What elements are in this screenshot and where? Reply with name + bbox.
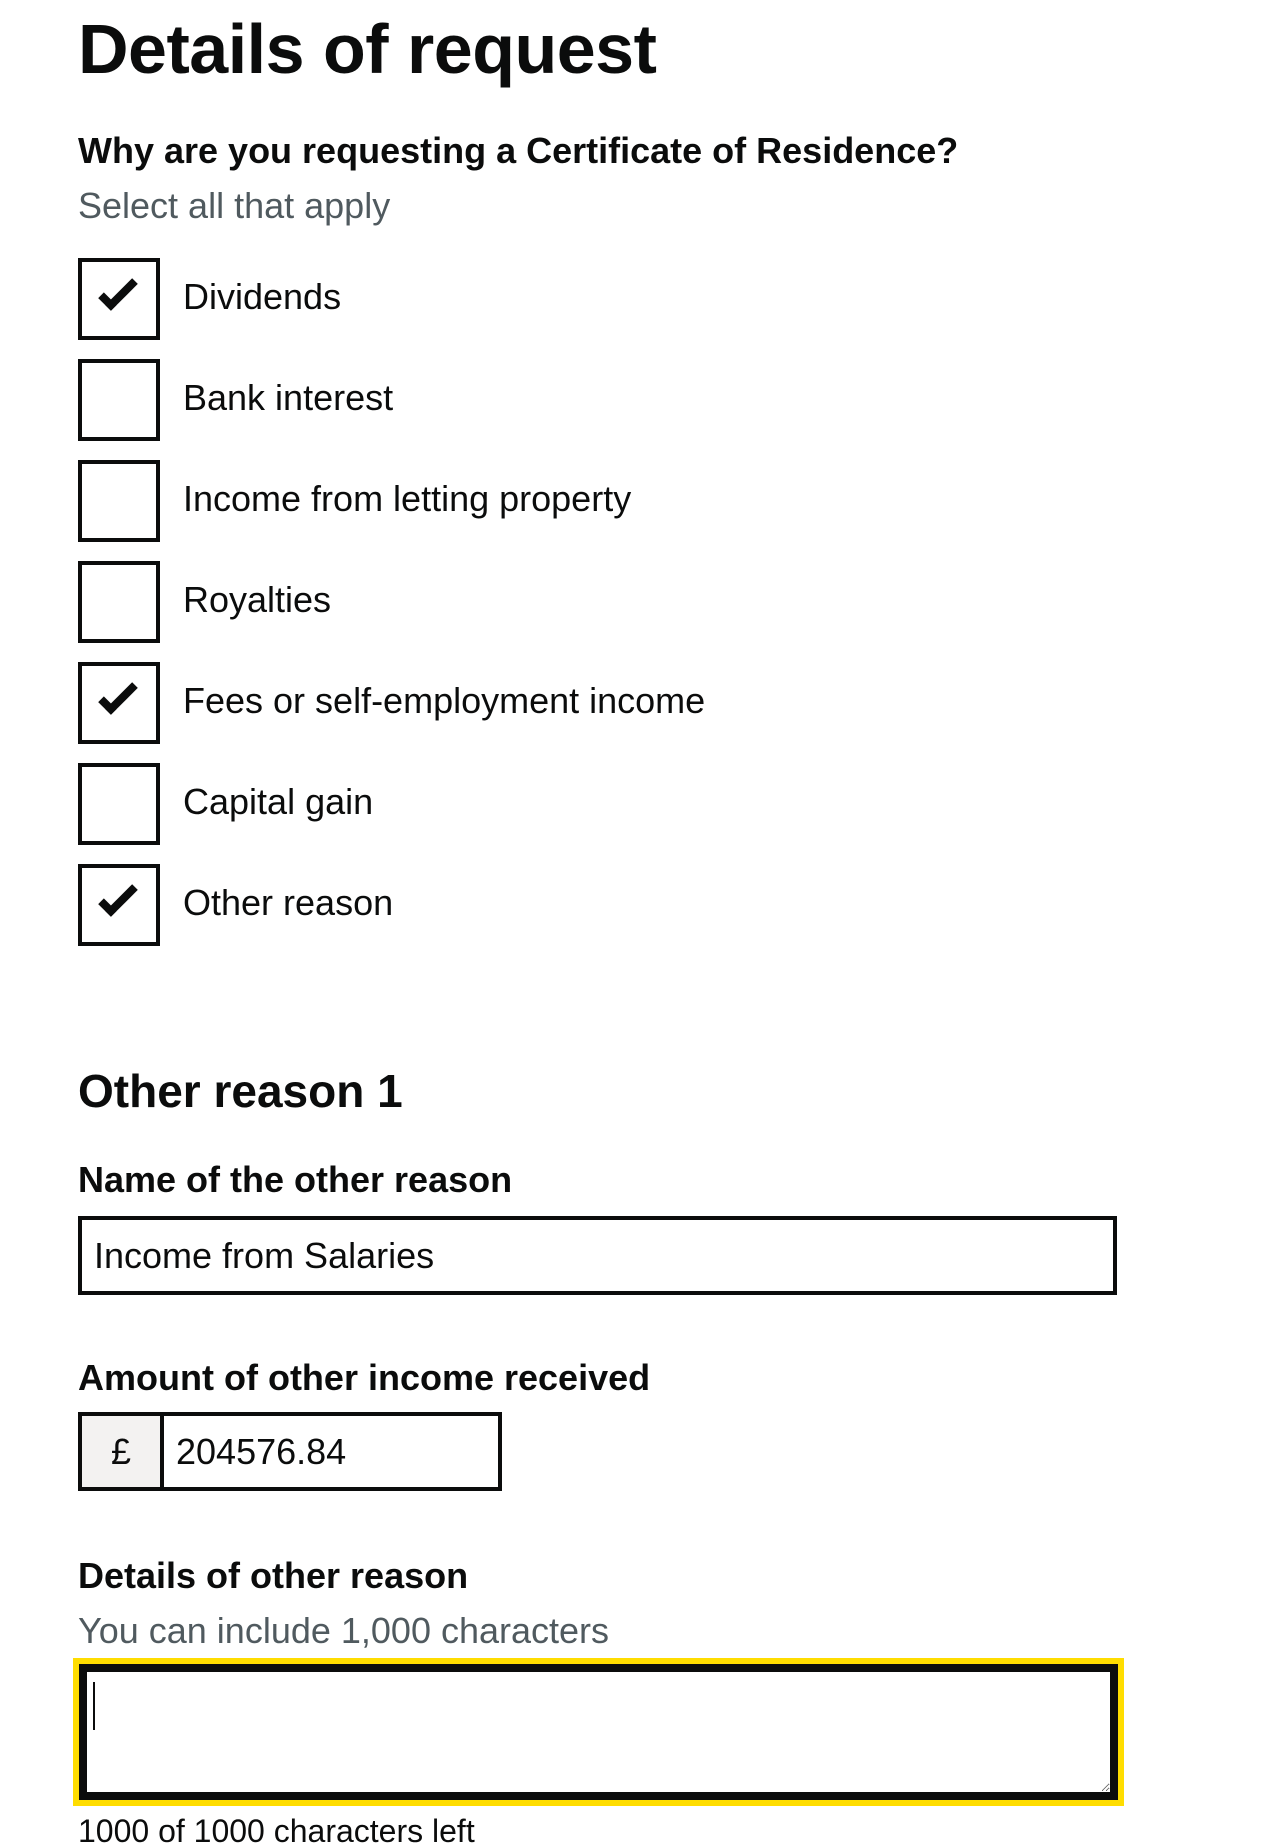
checkbox-dividends[interactable] <box>78 258 978 338</box>
other-income-amount-input[interactable] <box>160 1412 502 1491</box>
currency-prefix: £ <box>78 1412 160 1491</box>
checkbox-label[interactable]: Dividends <box>183 276 342 317</box>
checkbox-label[interactable]: Royalties <box>183 579 332 620</box>
other-reason-details-textarea[interactable] <box>79 1664 1118 1800</box>
checkbox-input[interactable] <box>78 662 160 744</box>
checkbox-input[interactable] <box>78 763 160 845</box>
checkbox-other-reason[interactable] <box>78 864 978 944</box>
checkbox-royalties[interactable] <box>78 561 978 641</box>
checkbox-letting-property[interactable] <box>78 460 978 540</box>
checkbox-fees-self-employment[interactable] <box>78 662 978 742</box>
checkbox-input[interactable] <box>78 359 160 441</box>
checkbox-input[interactable] <box>78 460 160 542</box>
checkbox-input[interactable] <box>78 864 160 946</box>
checkbox-label[interactable]: Bank interest <box>183 377 394 418</box>
checkbox-label[interactable]: Capital gain <box>183 781 374 822</box>
page-title: Details of request <box>78 10 657 88</box>
checkbox-label[interactable]: Other reason <box>183 882 394 923</box>
other-income-amount-label: Amount of other income received <box>78 1357 651 1398</box>
text-cursor <box>93 1682 95 1730</box>
checkbox-input[interactable] <box>78 258 160 340</box>
character-count: 1000 of 1000 characters left <box>78 1813 475 1844</box>
checkbox-input[interactable] <box>78 561 160 643</box>
checkbox-bank-interest[interactable] <box>78 359 978 439</box>
checkbox-capital-gain[interactable] <box>78 763 978 843</box>
other-reason-heading: Other reason 1 <box>78 1065 403 1117</box>
check-icon <box>98 675 138 715</box>
check-icon <box>98 877 138 917</box>
other-reason-name-input[interactable] <box>78 1216 1117 1295</box>
checkbox-label[interactable]: Income from letting property <box>183 478 632 519</box>
reasons-question-label: Why are you requesting a Certificate of Residence? <box>78 130 959 171</box>
other-reason-details-hint: You can include 1,000 characters <box>78 1610 610 1651</box>
other-reason-name-label: Name of the other reason <box>78 1159 513 1200</box>
reasons-question-hint: Select all that apply <box>78 185 391 226</box>
checkbox-label[interactable]: Fees or self-employment income <box>183 680 706 721</box>
check-icon <box>98 271 138 311</box>
other-reason-details-label: Details of other reason <box>78 1555 469 1596</box>
amount-input-wrapper <box>78 1412 502 1491</box>
